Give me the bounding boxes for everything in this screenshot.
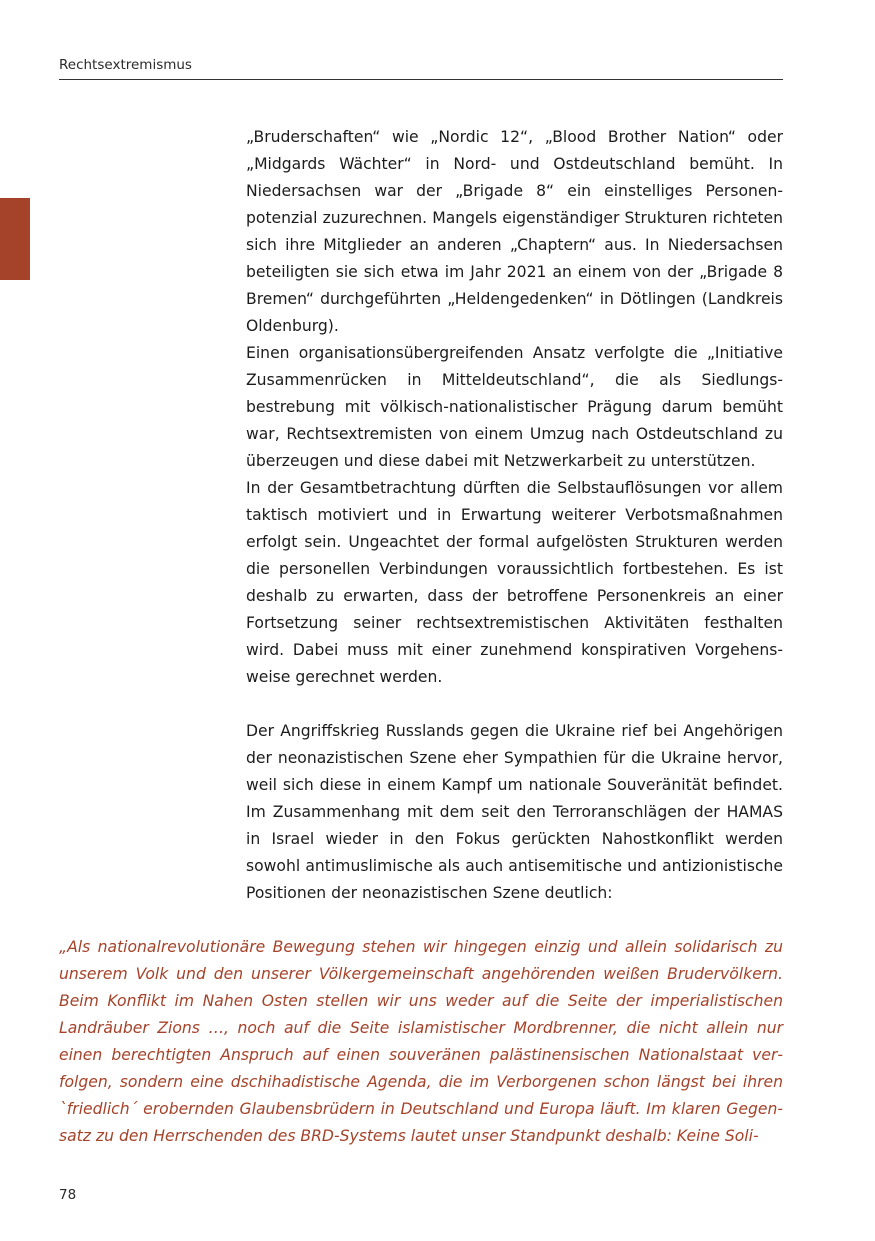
- chapter-side-tab: [0, 198, 30, 280]
- paragraph-angriffskrieg: Der Angriffskrieg Russlands gegen die Ukraine rief bei Angehörigen der neonazistischen Szene eher Sympathien für die Ukraine hervor, weil sich diese in einem Kampf um nationale Souveränität befindet. Im Zusammenhang mit dem seit den Terroranschlägen der HAMAS in Israel wieder in den Fokus gerückten Nahostkonflikt werden sowohl antimuslimische als auch antisemitische und antizionistische Positionen der neonazistischen Szene deutlich:: [246, 722, 783, 902]
- header-divider: [59, 79, 783, 80]
- main-text-column: [246, 124, 783, 907]
- paragraph-gesamtbetrachtung: In der Gesamtbetrachtung dürften die Selbstauflösungen vor allem taktisch motiviert und in Erwartung weiterer Verbotsmaßnahmen erfolgt sein. Ungeachtet der formal aufgelösten Strukturen werden die personellen Verbindungen voraussichtlich fortbestehen. Es ist deshalb zu erwarten, dass der betroffene Personenkreis an einer Fortsetzung seiner rechtsextremistischen Aktivitäten festhalten wird. Dabei muss mit einer zunehmend konspirativen Vorgehensweise gerechnet werden.: [246, 479, 783, 686]
- running-header-title: Rechtsextremismus: [59, 57, 192, 73]
- block-quote: „Als nationalrevolutionäre Bewegung stehen wir hingegen einzig und allein solidarisch zu unserem Volk und den unserer Völkergemeinschaft angehörenden weißen Brudervölkern. Beim Konflikt im Nahen Osten stellen wir uns weder auf die Seite der imperialistischen Landräuber Zions …, noch auf die Seite islamistischer Mordbrenner, die nicht allein nur einen berechtigten Anspruch auf einen souveränen palästinensischen Nationalstaat verfolgen, sondern eine dschihadistische Agenda, die im Verborgenen schon längst bei ihren `friedlich´ erobernden Glaubensbrüdern in Deutschland und Europa läuft. Im klaren Gegensatz zu den Herrschenden des BRD-Systems lautet unser Standpunkt deshalb: Keine Soli-: [59, 938, 783, 1145]
- paragraph-bruderschaften: „Bruderschaften“ wie „Nordic 12“, „Blood Brother Nation“ oder „Midgards Wächter“ in Nord- und Ostdeutschland bemüht. In Niedersachsen war der „Brigade 8“ ein einstelliges Personenpotenzial zuzurechnen. Mangels eigenständiger Strukturen richteten sich ihre Mitglieder an anderen „Chaptern“ aus. In Niedersachsen beteiligten sie sich etwa im Jahr 2021 an einem von der „Brigade 8 Bremen“ durchgeführten „Heldengedenken“ in Dötlingen (Landkreis Oldenburg).: [246, 128, 783, 335]
- paragraph-initiative: Einen organisationsübergreifenden Ansatz verfolgte die „Initiative Zusammenrücken in Mitteldeutschland“, die als Siedlungsbestrebung mit völkisch-nationalistischer Prägung darum bemüht war, Rechtsextremisten von einem Umzug nach Ostdeutschland zu überzeugen und diese dabei mit Netzwerkarbeit zu unterstützen.: [246, 344, 783, 470]
- page-number: 78: [59, 1187, 77, 1203]
